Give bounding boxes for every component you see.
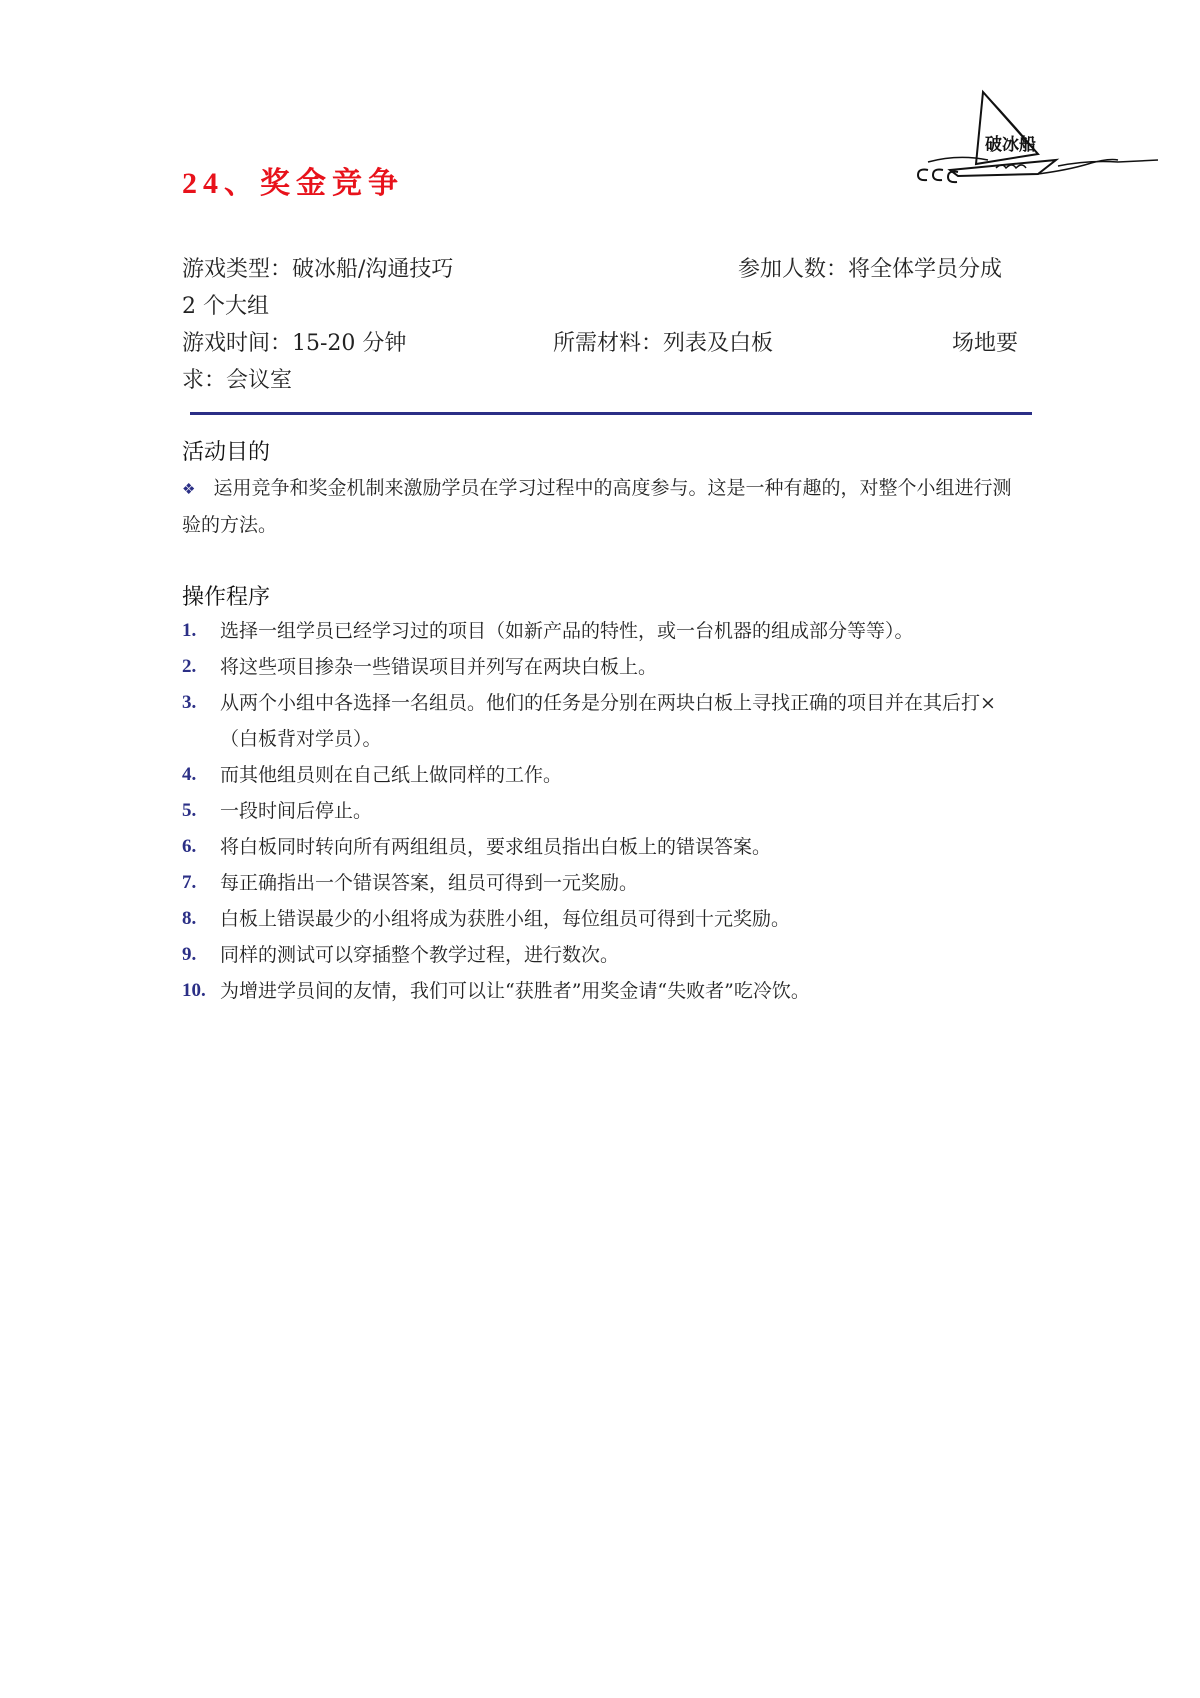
game-time: 游戏时间：15-20 分钟 [182,331,407,356]
procedure-step [182,649,1032,685]
step-number: 5. [182,800,197,821]
procedure-step [182,685,1032,757]
step-number: 9. [182,944,197,965]
step-text: 将白板同时转向所有两组组员，要求组员指出白板上的错误答案。 [220,836,772,858]
objective-paragraph: 运用竞争和奖金机制来激励学员在学习过程中的高度参与。这是一种有趣的，对整个小组进行测验的方法。 [182,477,1012,536]
objective-text [182,470,1028,543]
logo-text: 破冰船 [985,135,1036,155]
participants-continued: 2 个大组 [182,294,269,319]
step-text: 为增进学员间的友情，我们可以让“获胜者”用奖金请“失败者”吃冷饮。 [220,980,810,1002]
step-text: 一段时间后停止。 [220,800,373,822]
step-number: 7. [182,872,197,893]
step-number: 2. [182,656,197,677]
venue: 场地要 [952,331,1019,356]
step-number: 3. [182,692,197,713]
procedure-step [182,901,1032,937]
step-number: 1. [182,620,197,641]
procedure-steps [182,613,1032,1009]
divider [190,412,1032,415]
step-text: 将这些项目掺杂一些错误项目并列写在两块白板上。 [220,656,658,678]
game-type: 游戏类型：破冰船/沟通技巧 [182,257,454,282]
procedure-step [182,865,1032,901]
step-text: 从两个小组中各选择一名组员。他们的任务是分别在两块白板上寻找正确的项目并在其后打×（白板背对学员）。 [220,692,996,750]
step-number: 4. [182,764,197,785]
procedure-step [182,613,1032,649]
step-number: 10. [182,980,206,1001]
procedure-step [182,793,1032,829]
step-text: 每正确指出一个错误答案，组员可得到一元奖励。 [220,872,639,894]
procedure-step [182,757,1032,793]
page-title: 24、奖金竞争 [182,167,404,200]
step-text: 而其他组员则在自己纸上做同样的工作。 [220,764,563,786]
materials: 所需材料：列表及白板 [553,331,774,356]
step-number: 8. [182,908,197,929]
procedure-step [182,937,1032,973]
diamond-bullet-icon: ❖ [182,480,196,498]
participants: 参加人数：将全体学员分成 [738,257,1003,282]
objective-heading: 活动目的 [182,440,271,465]
step-text: 选择一组学员已经学习过的项目（如新产品的特性，或一台机器的组成部分等等）。 [220,620,914,642]
step-text: 白板上错误最少的小组将成为获胜小组，每位组员可得到十元奖励。 [220,908,791,930]
procedure-step [182,829,1032,865]
procedure-heading: 操作程序 [182,585,271,610]
venue-continued: 求：会议室 [182,368,293,393]
step-number: 6. [182,836,197,857]
procedure-step [182,973,1032,1009]
step-text: 同样的测试可以穿插整个教学过程，进行数次。 [220,944,620,966]
